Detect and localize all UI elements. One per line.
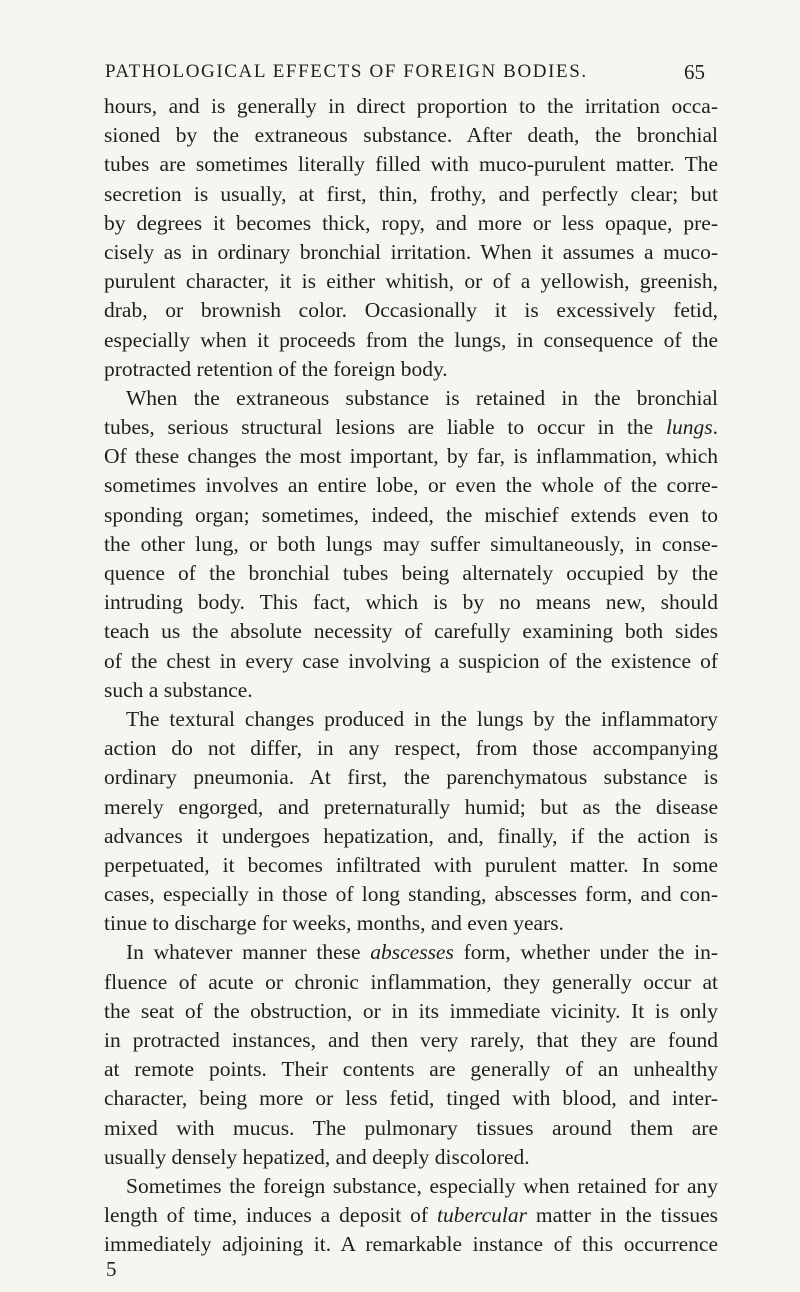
text-line: the other lung, or both lungs may suffer simultaneously, in conse- (104, 531, 718, 556)
text-line: cisely as in ordinary bronchial irritation. When it assumes a muco- (104, 239, 718, 264)
text-line: teach us the absolute necessity of carefully examining both sides (104, 619, 718, 644)
text-line: secretion is usually, at first, thin, frothy, and perfectly clear; but (104, 181, 718, 206)
text-line: in protracted instances, and then very rarely, that they are found (104, 1028, 718, 1052)
text-line: sponding organ; sometimes, indeed, the mischief extends even to (104, 502, 718, 527)
text-line: quence of the bronchial tubes being alternately occupied by the (104, 561, 718, 585)
text-line: by degrees it becomes thick, ropy, and more or less opaque, pre- (104, 210, 718, 235)
text-line: sometimes involves an entire lobe, or even the whole of the corre- (104, 473, 718, 498)
text-line: at remote points. Their contents are generally of an unhealthy (104, 1057, 718, 1082)
text-line: such a substance. (104, 677, 253, 702)
body-text (104, 92, 718, 1260)
text-line: intruding body. This fact, which is by no means new, should (104, 590, 718, 615)
text-line: especially when it proceeds from the lungs, in consequence of the (104, 327, 718, 352)
text-line: protracted retention of the foreign body. (104, 356, 448, 381)
text-line: advances it undergoes hepatization, and, finally, if the action is (104, 823, 718, 848)
text-line: perpetuated, it becomes infiltrated with purulent matter. In some (104, 852, 718, 877)
text-line: fluence of acute or chronic inflammation, they generally occur at (104, 969, 718, 994)
text-line: Sometimes the foreign substance, especially when retained for any (126, 1173, 718, 1198)
signature-mark: 5 (106, 1257, 117, 1281)
text-line: of the chest in every case involving a suspicion of the existence of (104, 648, 718, 673)
running-head (105, 58, 705, 86)
text-line: ordinary pneumonia. At first, the parenchymatous substance is (104, 765, 718, 790)
text-line: tubes are sometimes literally filled with muco-purulent matter. The (104, 152, 718, 177)
text-line: cases, especially in those of long standing, abscesses form, and con- (104, 882, 718, 907)
text-line: immediately adjoining it. A remarkable instance of this occurrence (104, 1232, 718, 1257)
text-line: hours, and is generally in direct proportion to the irritation occa- (104, 94, 718, 118)
text-line: The textural changes produced in the lungs by the inflammatory (126, 706, 718, 731)
text-line: sioned by the extraneous substance. After death, the bronchial (104, 123, 718, 148)
text-line: In whatever manner these abscesses form, whether under the in- (126, 940, 719, 965)
text-line: length of time, induces a deposit of tubercular matter in the tissues (104, 1203, 718, 1228)
text-line: merely engorged, and preternaturally humid; but as the disease (104, 794, 718, 819)
page-number: 65 (684, 60, 705, 84)
text-line: character, being more or less fetid, tinged with blood, and inter- (104, 1086, 718, 1111)
running-title: PATHOLOGICAL EFFECTS OF FOREIGN BODIES. (105, 61, 588, 82)
text-line: When the extraneous substance is retained in the bronchial (126, 385, 718, 410)
text-line: tubes, serious structural lesions are liable to occur in the lungs. (104, 415, 718, 440)
text-line: tinue to discharge for weeks, months, and even years. (104, 911, 564, 936)
text-line: usually densely hepatized, and deeply discolored. (104, 1144, 530, 1169)
text-line: drab, or brownish color. Occasionally it is excessively fetid, (104, 298, 718, 323)
text-line: Of these changes the most important, by far, is inflammation, which (104, 444, 718, 469)
text-line: the seat of the obstruction, or in its immediate vicinity. It is only (104, 998, 718, 1023)
text-line: purulent character, it is either whitish, or of a yellowish, greenish, (104, 269, 718, 294)
text-line: mixed with mucus. The pulmonary tissues around them are (104, 1115, 718, 1140)
text-line: action do not differ, in any respect, from those accompanying (104, 736, 718, 761)
